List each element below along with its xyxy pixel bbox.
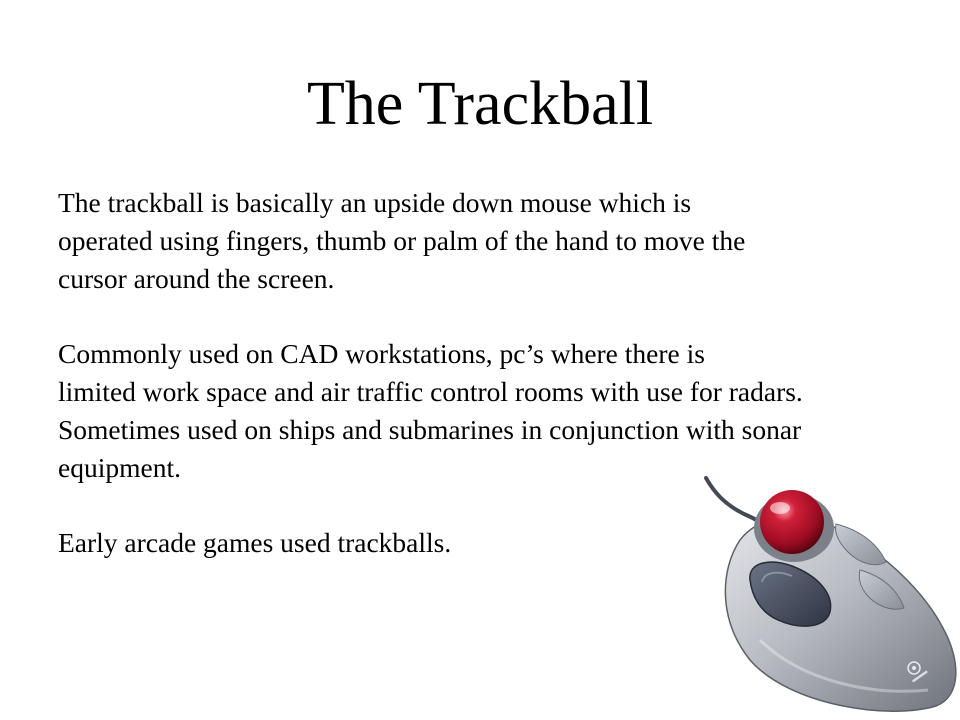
text-line: The trackball is basically an upside down mouse which is xyxy=(58,187,692,218)
paragraph-uses xyxy=(58,335,938,486)
slide-title: The Trackball xyxy=(306,70,654,138)
paragraph-description xyxy=(58,184,938,297)
text-line: Sometimes used on ships and submarines in conjunction with sonar xyxy=(58,413,802,445)
trackball-mouse-image xyxy=(700,470,960,720)
text-line: cursor around the screen. xyxy=(58,262,335,294)
text-line: limited work space and air traffic control rooms with use for radars. xyxy=(58,375,803,407)
text-line: equipment. xyxy=(58,451,181,483)
text-line: Early arcade games used trackballs. xyxy=(58,527,452,559)
text-line: Commonly used on CAD workstations, pc’s where there is xyxy=(58,338,705,370)
trackball-ball-icon xyxy=(760,490,824,554)
text-line: operated using fingers, thumb or palm of the hand to move the xyxy=(58,224,746,256)
